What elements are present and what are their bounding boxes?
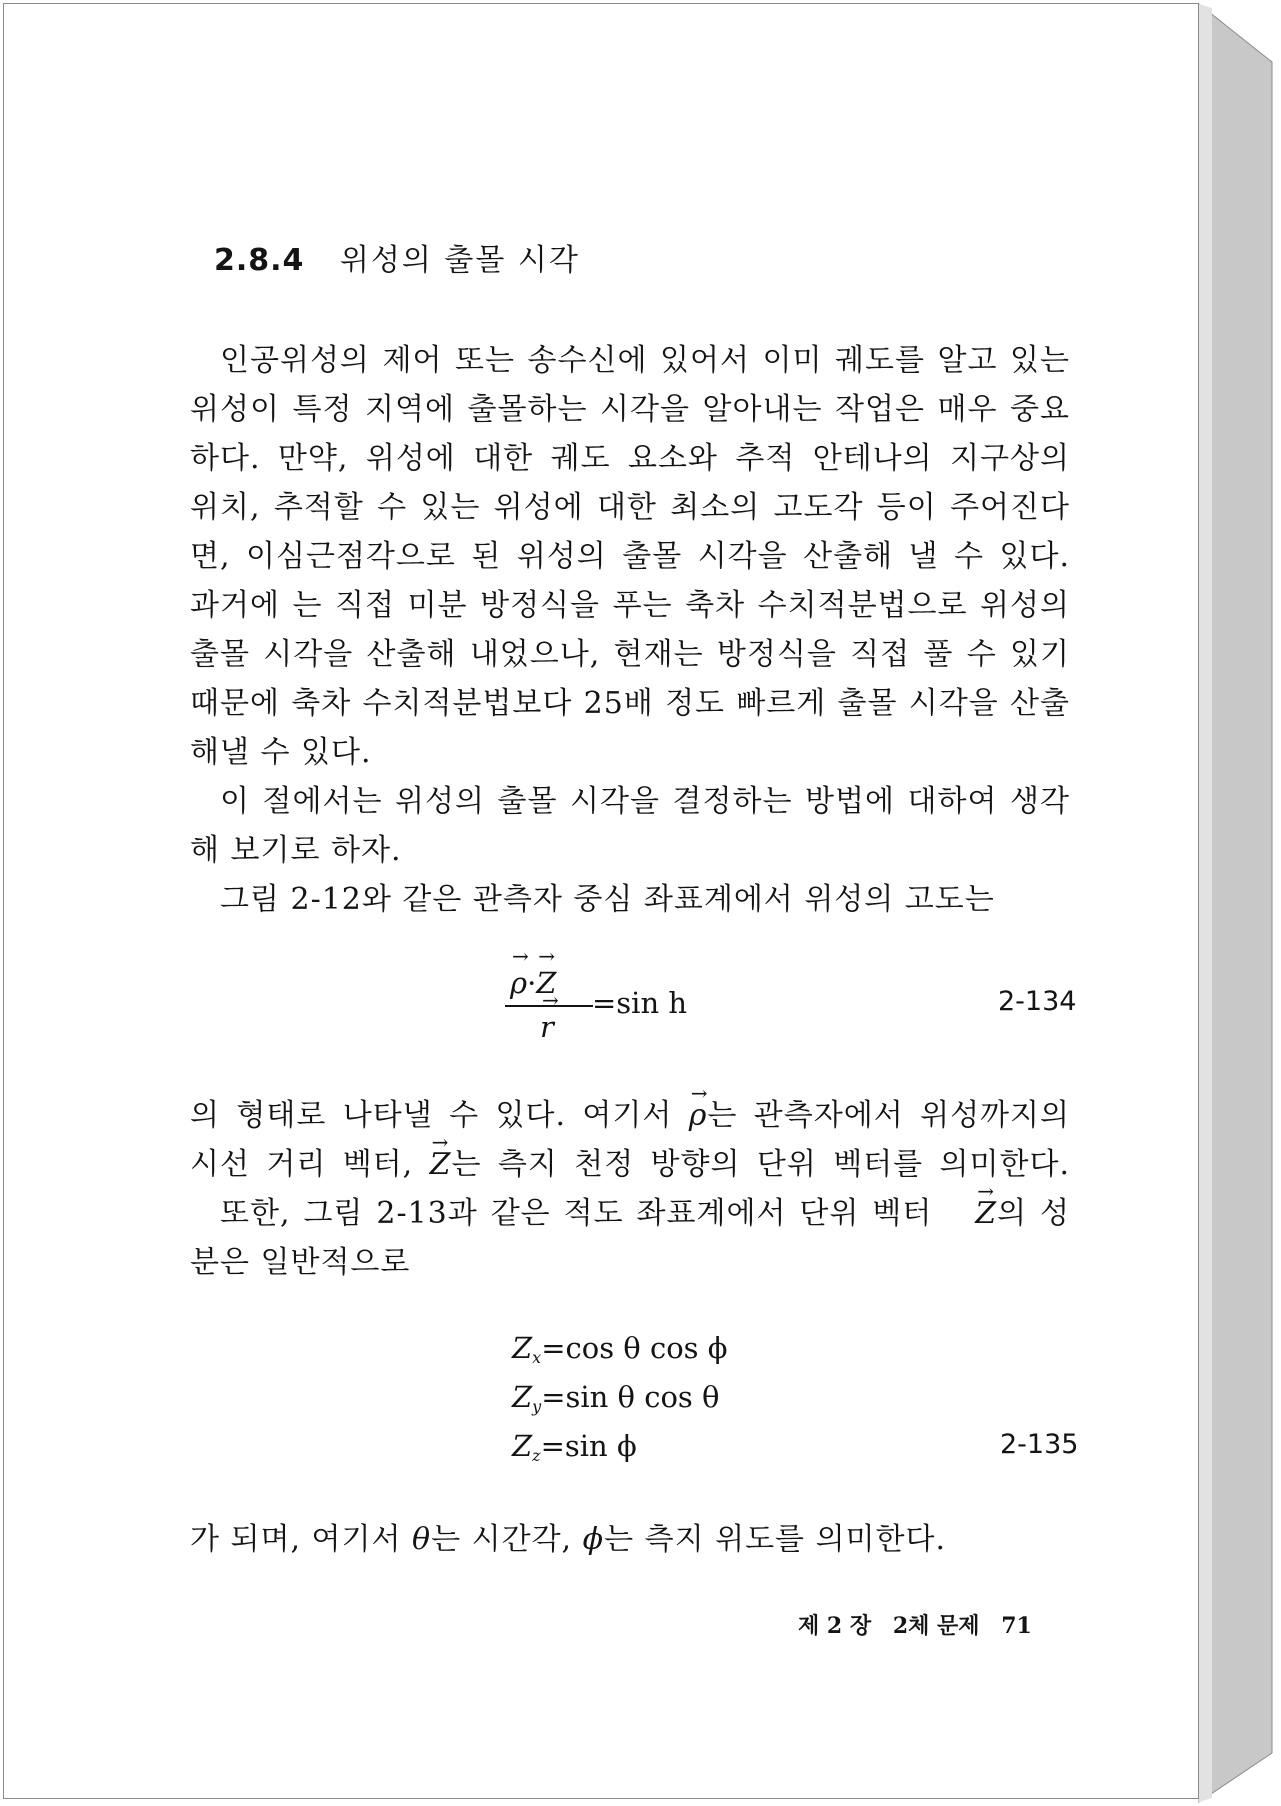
paragraph-line: 출몰 시각을 산출해 내었으나, 현재는 방정식을 직접 풀 수 있기 xyxy=(190,637,1070,672)
equation-label: 2-134 xyxy=(998,986,1077,1017)
dot-operator: · xyxy=(527,966,537,1000)
paragraph-line: 하다. 만약, 위성에 대한 궤도 요소와 추적 안테나의 지구상의 xyxy=(190,441,1070,476)
paragraph-line: 면, 이심근점각으로 된 위성의 출몰 시각을 산출해 낼 수 있다. xyxy=(190,539,1070,574)
text-span: 는 측지 천정 방향의 단위 벡터를 의미한다. xyxy=(451,1147,1070,1182)
equation-rhs: =sin ϕ xyxy=(540,1429,637,1463)
rho-vector: → ρ xyxy=(510,966,527,1000)
paragraph-line xyxy=(190,1091,1070,1140)
equation-zz xyxy=(512,1429,637,1465)
equation-rhs: =cos θ cos ϕ xyxy=(541,1331,728,1365)
footer-chapter-title: 2체 문제 xyxy=(892,1613,980,1639)
paragraph-line: 그림 2-12와 같은 관측자 중심 좌표계에서 위성의 고도는 xyxy=(220,882,995,917)
text-span: 의 형태로 나타낼 수 있다. 여기서 xyxy=(190,1098,689,1133)
text-span: 는 시간각, xyxy=(431,1522,583,1557)
z-symbol: → Z xyxy=(430,1140,452,1189)
paragraph-line: 위치, 추적할 수 있는 위성에 대한 최소의 고도각 등이 주어진다 xyxy=(190,490,1070,525)
equation-zy xyxy=(512,1380,720,1416)
text-span: 는 측지 위도를 의미한다. xyxy=(604,1522,947,1557)
r-vector: → r xyxy=(540,1010,554,1044)
paragraph-line: 해 보기로 하자. xyxy=(190,833,402,868)
equation-zx xyxy=(512,1331,728,1367)
paragraph-line: 때문에 축차 수치적분법보다 25배 정도 빠르게 출몰 시각을 산출 xyxy=(190,686,1070,721)
paragraph-line xyxy=(190,1140,1070,1189)
text-span: 또한, 그림 2-13과 같은 적도 좌표계에서 단위 벡터 xyxy=(220,1196,946,1231)
z-var: Z xyxy=(512,1331,533,1365)
paragraph-line: 과거에 는 직접 미분 방정식을 푸는 축차 수치적분법으로 위성의 xyxy=(190,588,1070,623)
paragraph-line: 위성이 특정 지역에 출몰하는 시각을 알아내는 작업은 매우 중요 xyxy=(190,392,1070,427)
z-var: Z xyxy=(512,1380,533,1414)
paragraph-line: 이 절에서는 위성의 출몰 시각을 결정하는 방법에 대하여 생각 xyxy=(220,784,1070,819)
text-span: 는 관측자에서 위성까지의 xyxy=(707,1098,1070,1133)
text-span: 가 되며, 여기서 xyxy=(190,1522,413,1557)
section-heading xyxy=(214,235,580,279)
text-span: 시선 거리 벡터, xyxy=(190,1147,430,1182)
z-vector: → Z xyxy=(536,966,556,1000)
paragraph-line: 해낼 수 있다. xyxy=(190,735,372,770)
page-number: 71 xyxy=(1001,1613,1032,1639)
rho-symbol: → ρ xyxy=(689,1091,708,1140)
theta-symbol: θ xyxy=(412,1522,432,1557)
page-footer xyxy=(798,1609,1046,1640)
equation-label: 2-135 xyxy=(1000,1429,1079,1460)
section-number: 2.8.4 xyxy=(214,243,305,278)
paragraph-line xyxy=(190,1515,1070,1564)
footer-chapter: 제 2 장 xyxy=(798,1613,872,1639)
section-title: 위성의 출몰 시각 xyxy=(339,243,580,278)
paragraph-line: 분은 일반적으로 xyxy=(190,1245,411,1280)
paragraph-line xyxy=(190,1189,1070,1238)
text-span: 의 성 xyxy=(997,1196,1070,1231)
z-symbol: → Z xyxy=(945,1189,997,1238)
subscript: y xyxy=(532,1397,542,1416)
z-var: Z xyxy=(512,1429,533,1463)
equation-rhs: =sin h xyxy=(592,986,688,1020)
subscript: z xyxy=(532,1446,541,1465)
paragraph-line: 인공위성의 제어 또는 송수신에 있어서 이미 궤도를 알고 있는 xyxy=(220,343,1070,378)
phi-symbol: ϕ xyxy=(582,1522,605,1557)
equation-rhs: =sin θ cos θ xyxy=(541,1380,720,1414)
subscript: x xyxy=(532,1348,542,1367)
